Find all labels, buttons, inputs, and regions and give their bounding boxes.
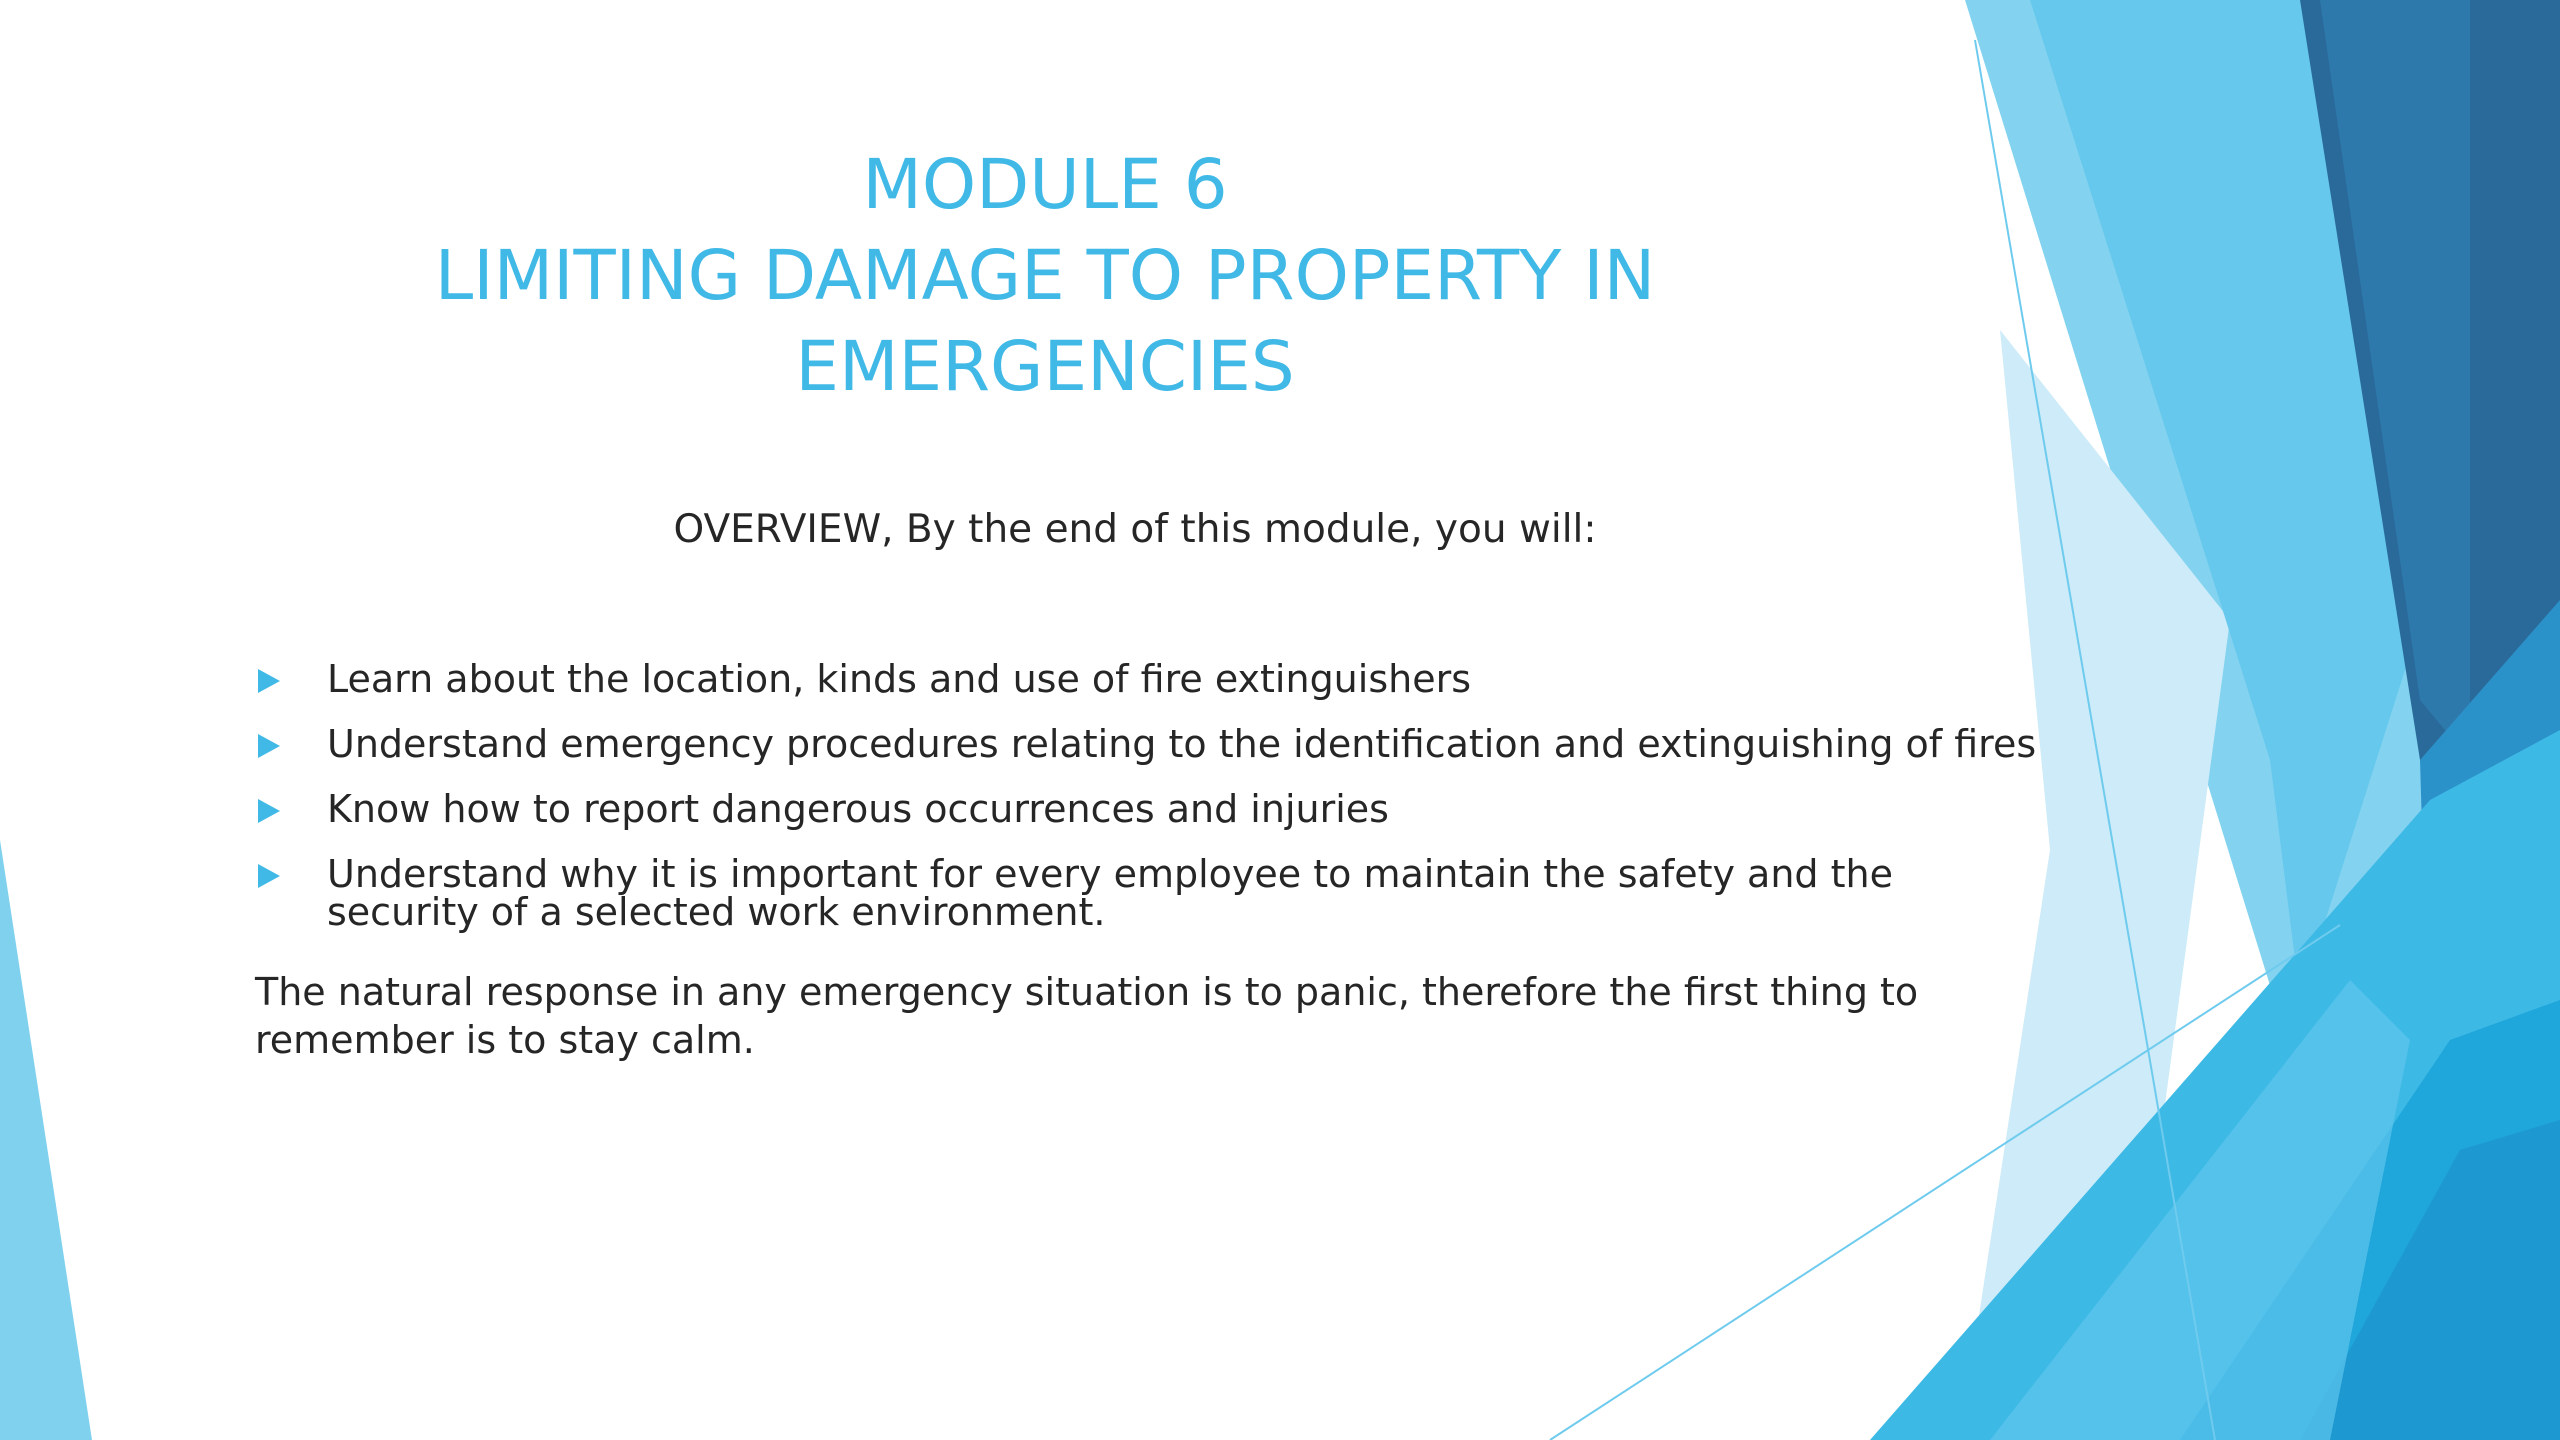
list-item [255, 657, 2055, 701]
list-item [255, 722, 2055, 766]
list-item [255, 787, 2055, 831]
list-item-text: Learn about the location, kinds and use of fire extinguishers [327, 657, 1472, 701]
closing-paragraph: The natural response in any emergency situation is to panic, therefore the first thing to remember is to stay calm. [255, 970, 1919, 1062]
left-accent-shape [0, 840, 92, 1440]
list-item-text: Understand emergency procedures relating to the identification and extinguishing of fires [327, 722, 2037, 766]
title-line-2: LIMITING DAMAGE TO PROPERTY IN EMERGENCIES [434, 236, 1656, 407]
list-item-text: Understand why it is important for every employee to maintain the safety and the security of a selected work environment. [327, 852, 1893, 934]
triangle-right-icon [258, 864, 280, 888]
triangle-right-icon [258, 799, 280, 823]
overview-text: OVERVIEW, By the end of this module, you will: [673, 507, 1597, 552]
objectives-list [255, 657, 2055, 958]
slide-title [200, 140, 1890, 413]
list-item-text: Know how to report dangerous occurrences and injuries [327, 787, 1389, 831]
triangle-right-icon [258, 669, 280, 693]
triangle-right-icon [258, 734, 280, 758]
list-item [255, 852, 2055, 934]
title-line-1: MODULE 6 [862, 145, 1228, 225]
